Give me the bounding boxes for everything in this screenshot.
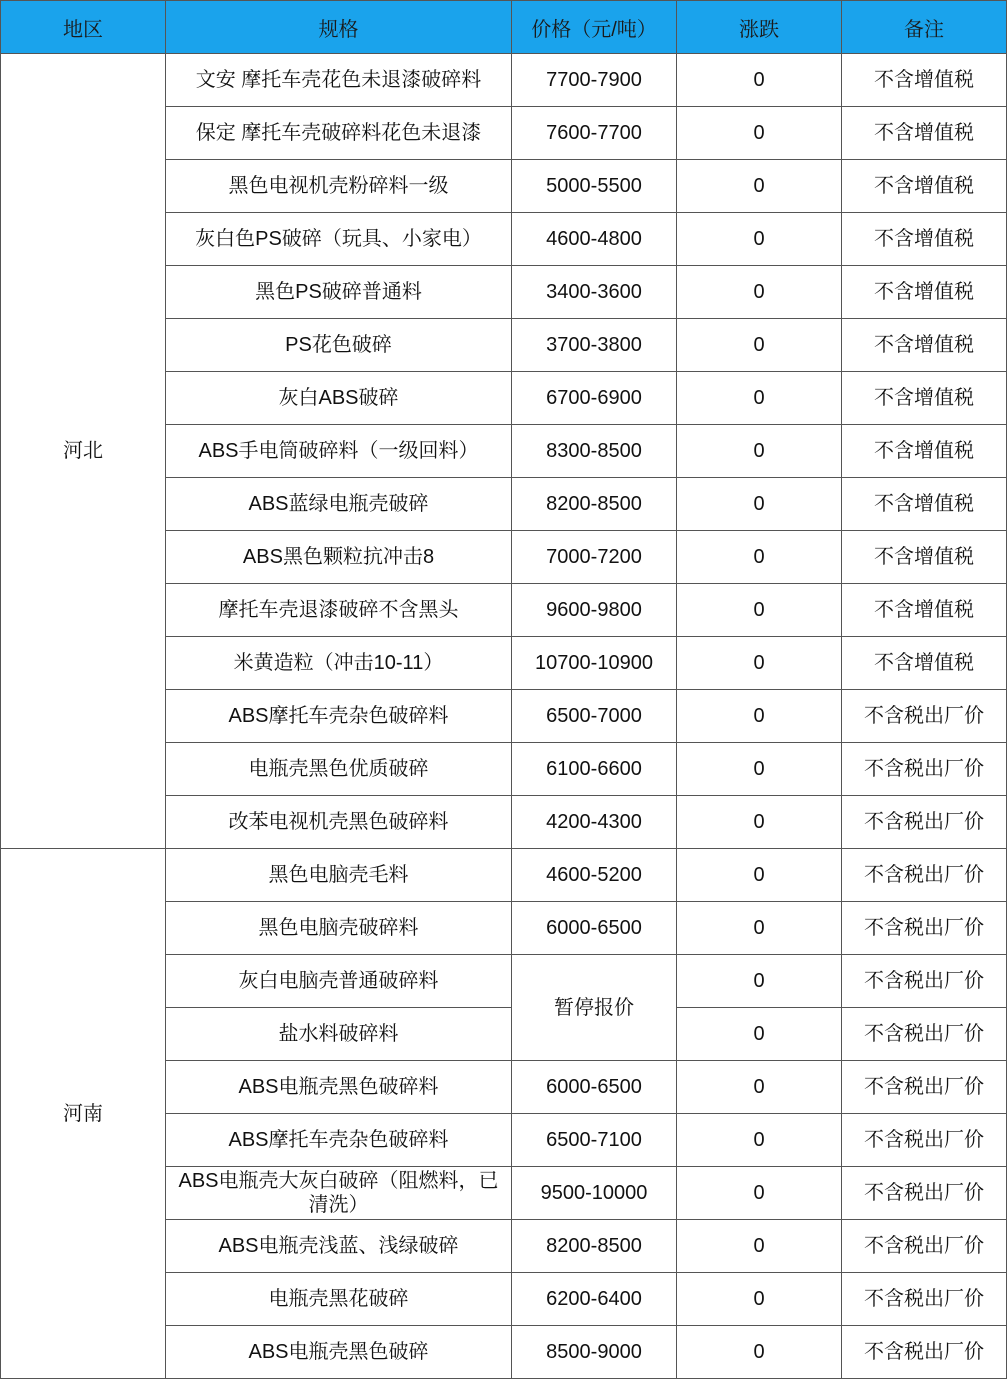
header-price: 价格（元/吨）	[512, 1, 677, 54]
price-cell: 6500-7100	[512, 1114, 677, 1167]
price-cell: 4200-4300	[512, 796, 677, 849]
price-cell: 9600-9800	[512, 584, 677, 637]
table-body	[1, 54, 1007, 1379]
header-row	[1, 1, 1007, 54]
note-cell: 不含税出厂价	[842, 1326, 1007, 1379]
change-cell: 0	[677, 1220, 842, 1273]
price-cell: 6500-7000	[512, 690, 677, 743]
header-change: 涨跌	[677, 1, 842, 54]
change-cell: 0	[677, 849, 842, 902]
spec-cell: 米黄造粒（冲击10-11）	[166, 637, 512, 690]
note-cell: 不含增值税	[842, 637, 1007, 690]
change-cell: 0	[677, 955, 842, 1008]
change-cell: 0	[677, 1326, 842, 1379]
change-cell: 0	[677, 1008, 842, 1061]
note-cell: 不含税出厂价	[842, 1114, 1007, 1167]
spec-cell: 改苯电视机壳黑色破碎料	[166, 796, 512, 849]
note-cell: 不含税出厂价	[842, 796, 1007, 849]
change-cell: 0	[677, 1114, 842, 1167]
note-cell: 不含税出厂价	[842, 955, 1007, 1008]
change-cell: 0	[677, 213, 842, 266]
header-spec: 规格	[166, 1, 512, 54]
price-cell: 7600-7700	[512, 107, 677, 160]
spec-cell: ABS摩托车壳杂色破碎料	[166, 1114, 512, 1167]
header-region: 地区	[1, 1, 166, 54]
price-cell: 6100-6600	[512, 743, 677, 796]
price-cell: 6000-6500	[512, 1061, 677, 1114]
change-cell: 0	[677, 478, 842, 531]
price-cell: 4600-4800	[512, 213, 677, 266]
header-note: 备注	[842, 1, 1007, 54]
spec-cell: ABS电瓶壳大灰白破碎（阻燃料，已清洗）	[166, 1167, 512, 1220]
spec-cell: PS花色破碎	[166, 319, 512, 372]
price-cell: 8500-9000	[512, 1326, 677, 1379]
spec-cell: 灰白色PS破碎（玩具、小家电）	[166, 213, 512, 266]
price-cell: 8200-8500	[512, 1220, 677, 1273]
change-cell: 0	[677, 425, 842, 478]
note-cell: 不含税出厂价	[842, 1061, 1007, 1114]
note-cell: 不含增值税	[842, 531, 1007, 584]
note-cell: 不含税出厂价	[842, 743, 1007, 796]
spec-cell: ABS摩托车壳杂色破碎料	[166, 690, 512, 743]
change-cell: 0	[677, 531, 842, 584]
change-cell: 0	[677, 319, 842, 372]
change-cell: 0	[677, 1273, 842, 1326]
change-cell: 0	[677, 902, 842, 955]
price-cell: 7700-7900	[512, 54, 677, 107]
price-cell: 8300-8500	[512, 425, 677, 478]
spec-cell: 黑色电脑壳毛料	[166, 849, 512, 902]
price-cell: 10700-10900	[512, 637, 677, 690]
change-cell: 0	[677, 584, 842, 637]
spec-cell: ABS蓝绿电瓶壳破碎	[166, 478, 512, 531]
price-cell: 8200-8500	[512, 478, 677, 531]
price-cell: 6000-6500	[512, 902, 677, 955]
price-cell: 6200-6400	[512, 1273, 677, 1326]
note-cell: 不含税出厂价	[842, 1167, 1007, 1220]
note-cell: 不含税出厂价	[842, 1008, 1007, 1061]
spec-cell: ABS电瓶壳浅蓝、浅绿破碎	[166, 1220, 512, 1273]
spec-cell: 文安 摩托车壳花色未退漆破碎料	[166, 54, 512, 107]
spec-cell: ABS手电筒破碎料（一级回料）	[166, 425, 512, 478]
spec-cell: 电瓶壳黑色优质破碎	[166, 743, 512, 796]
change-cell: 0	[677, 160, 842, 213]
spec-cell: 灰白电脑壳普通破碎料	[166, 955, 512, 1008]
note-cell: 不含增值税	[842, 319, 1007, 372]
change-cell: 0	[677, 266, 842, 319]
spec-cell: 保定 摩托车壳破碎料花色未退漆	[166, 107, 512, 160]
change-cell: 0	[677, 796, 842, 849]
note-cell: 不含增值税	[842, 425, 1007, 478]
price-cell: 3400-3600	[512, 266, 677, 319]
change-cell: 0	[677, 107, 842, 160]
note-cell: 不含增值税	[842, 54, 1007, 107]
note-cell: 不含税出厂价	[842, 1220, 1007, 1273]
price-cell: 暂停报价	[512, 955, 677, 1061]
note-cell: 不含增值税	[842, 213, 1007, 266]
region-cell: 河北	[1, 54, 166, 849]
price-cell: 9500-10000	[512, 1167, 677, 1220]
change-cell: 0	[677, 690, 842, 743]
spec-cell: 摩托车壳退漆破碎不含黑头	[166, 584, 512, 637]
note-cell: 不含增值税	[842, 584, 1007, 637]
change-cell: 0	[677, 1061, 842, 1114]
note-cell: 不含税出厂价	[842, 690, 1007, 743]
spec-cell: ABS电瓶壳黑色破碎料	[166, 1061, 512, 1114]
table-row	[1, 54, 1007, 107]
note-cell: 不含税出厂价	[842, 1273, 1007, 1326]
price-cell: 6700-6900	[512, 372, 677, 425]
spec-cell: 电瓶壳黑花破碎	[166, 1273, 512, 1326]
region-cell: 河南	[1, 849, 166, 1379]
table-row	[1, 849, 1007, 902]
spec-cell: 黑色电视机壳粉碎料一级	[166, 160, 512, 213]
note-cell: 不含增值税	[842, 372, 1007, 425]
change-cell: 0	[677, 637, 842, 690]
note-cell: 不含增值税	[842, 107, 1007, 160]
note-cell: 不含增值税	[842, 266, 1007, 319]
change-cell: 0	[677, 372, 842, 425]
note-cell: 不含税出厂价	[842, 902, 1007, 955]
spec-cell: ABS黑色颗粒抗冲击8	[166, 531, 512, 584]
change-cell: 0	[677, 743, 842, 796]
price-cell: 3700-3800	[512, 319, 677, 372]
change-cell: 0	[677, 1167, 842, 1220]
note-cell: 不含增值税	[842, 160, 1007, 213]
spec-cell: 灰白ABS破碎	[166, 372, 512, 425]
spec-cell: ABS电瓶壳黑色破碎	[166, 1326, 512, 1379]
price-cell: 5000-5500	[512, 160, 677, 213]
change-cell: 0	[677, 54, 842, 107]
note-cell: 不含税出厂价	[842, 849, 1007, 902]
note-cell: 不含增值税	[842, 478, 1007, 531]
table-header	[1, 1, 1007, 54]
spec-cell: 黑色电脑壳破碎料	[166, 902, 512, 955]
spec-cell: 黑色PS破碎普通料	[166, 266, 512, 319]
price-cell: 4600-5200	[512, 849, 677, 902]
spec-cell: 盐水料破碎料	[166, 1008, 512, 1061]
price-cell: 7000-7200	[512, 531, 677, 584]
